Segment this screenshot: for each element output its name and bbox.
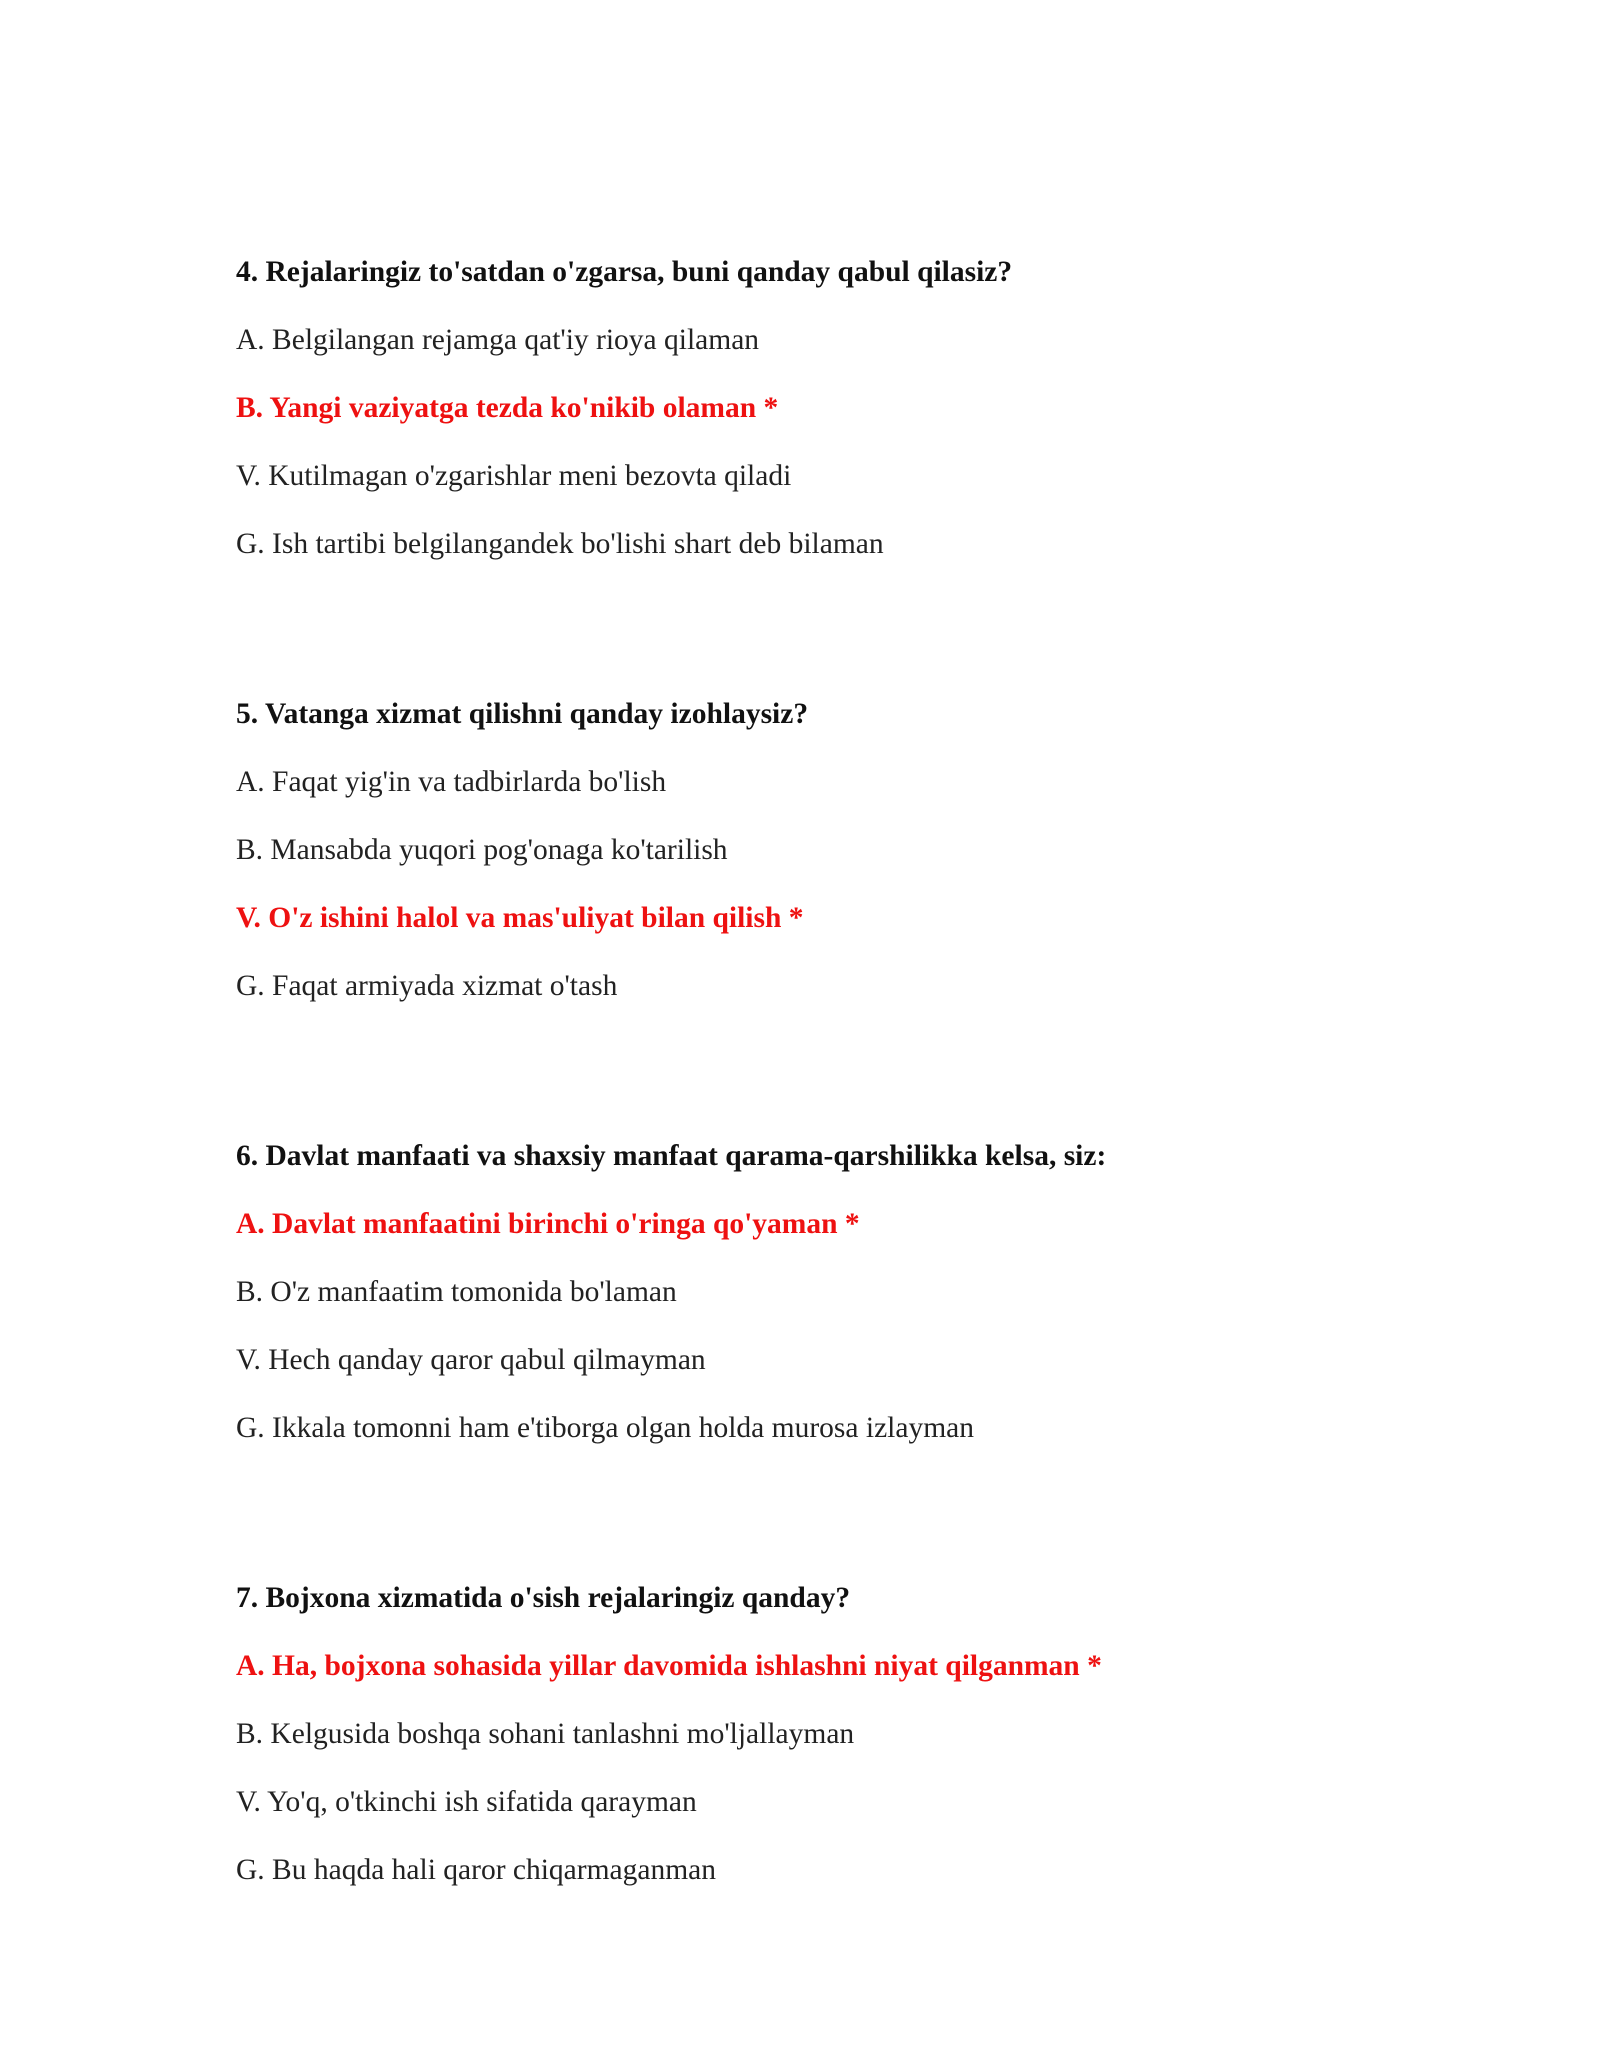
document-page [236,255,1436,2023]
answer-option-a: A. Faqat yig'in va tadbirlarda bo'lish [236,766,667,798]
answer-option-g: G. Ish tartibi belgilangandek bo'lishi shart deb bilaman [236,528,884,560]
question-title: 4. Rejalaringiz to'satdan o'zgarsa, buni qanday qabul qilasiz? [236,256,1013,288]
answer-option-v: V. Yo'q, o'tkinchi ish sifatida qarayman [236,1786,697,1818]
answer-option-g: G. Faqat armiyada xizmat o'tash [236,970,618,1002]
question-6 [236,1139,1436,1445]
answer-option-a: A. Belgilangan rejamga qat'iy rioya qilaman [236,324,760,356]
question-4 [236,255,1436,561]
answer-option-g: G. Bu haqda hali qaror chiqarmaganman [236,1854,717,1886]
answer-option-v: V. Hech qanday qaror qabul qilmayman [236,1344,706,1376]
answer-option-g: G. Ikkala tomonni ham e'tiborga olgan holda murosa izlayman [236,1412,974,1444]
answer-option-b: B. O'z manfaatim tomonida bo'laman [236,1276,677,1308]
answer-option-a-correct: A. Ha, bojxona sohasida yillar davomida ishlashni niyat qilganman * [236,1650,1102,1682]
question-title: 7. Bojxona xizmatida o'sish rejalaringiz qanday? [236,1582,851,1614]
answer-option-v: V. Kutilmagan o'zgarishlar meni bezovta qiladi [236,460,792,492]
question-7 [236,1581,1436,1887]
answer-option-a-correct: A. Davlat manfaatini birinchi o'ringa qo'yaman * [236,1208,860,1240]
answer-option-b: B. Mansabda yuqori pog'onaga ko'tarilish [236,834,728,866]
answer-option-v-correct: V. O'z ishini halol va mas'uliyat bilan qilish * [236,902,804,934]
question-title: 6. Davlat manfaati va shaxsiy manfaat qarama-qarshilikka kelsa, siz: [236,1140,1107,1172]
answer-option-b-correct: B. Yangi vaziyatga tezda ko'nikib olaman * [236,392,779,424]
answer-option-b: B. Kelgusida boshqa sohani tanlashni mo'ljallayman [236,1718,855,1750]
question-5 [236,697,1436,1003]
question-title: 5. Vatanga xizmat qilishni qanday izohlaysiz? [236,698,809,730]
